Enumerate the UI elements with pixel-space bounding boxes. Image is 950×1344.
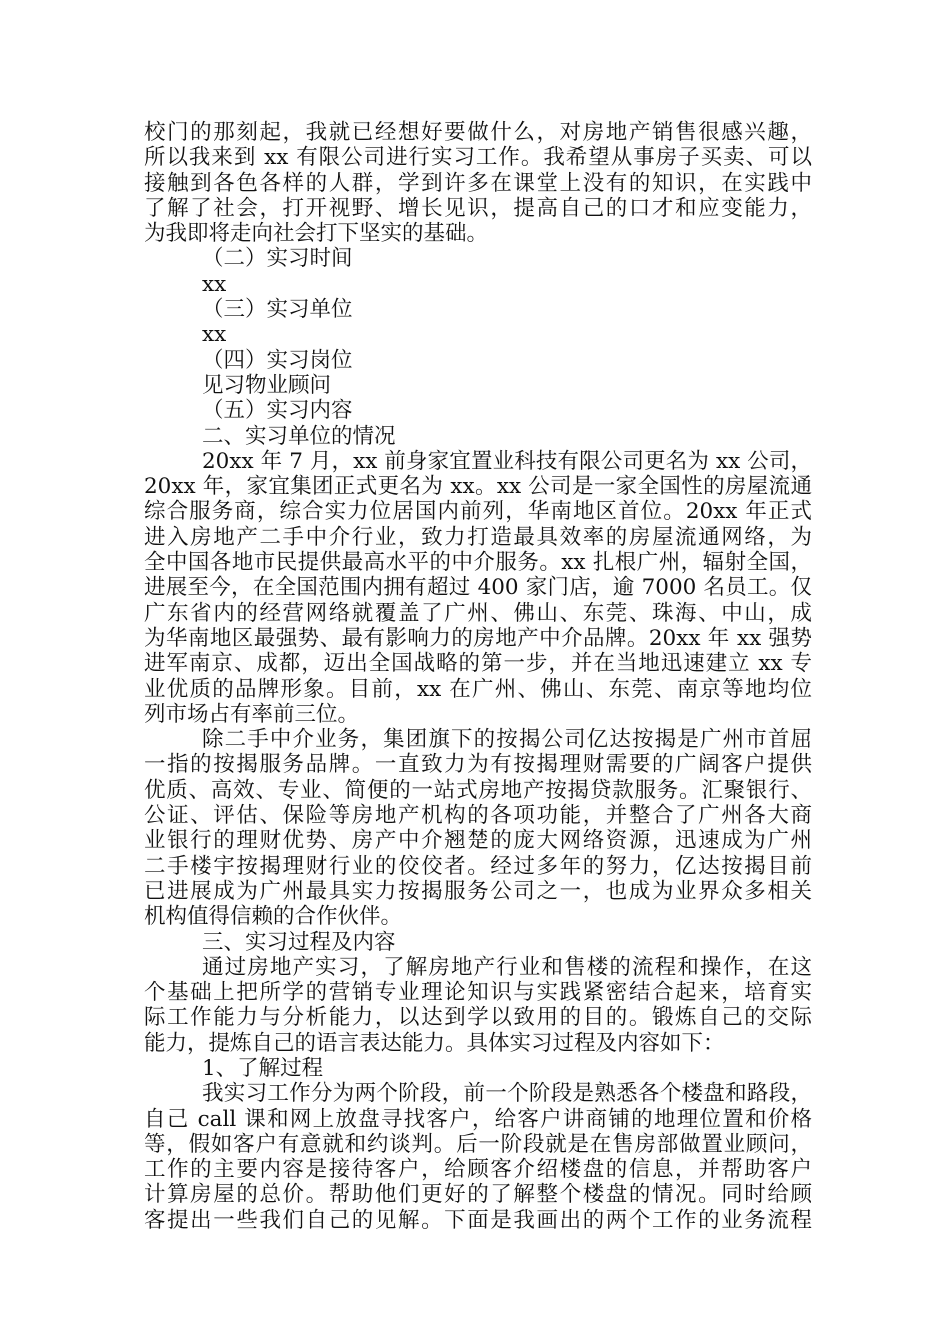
text-line: （五）实习内容 — [202, 398, 353, 424]
text-line: 列市场占有率前三位。 — [144, 701, 360, 727]
text-line: 客提出一些我们自己的见解。下面是我画出的两个工作的业务流程 — [144, 1207, 812, 1233]
text-line: 进入房地产二手中介行业，致力打造最具效率的房屋流通网络，为 — [144, 524, 812, 550]
text-line: 所以我来到 xx 有限公司进行实习工作。我希望从事房子买卖、可以 — [144, 145, 812, 171]
text-line: 一指的按揭服务品牌。一直致力为有按揭理财需要的广阔客户提供 — [144, 752, 812, 778]
document-page — [144, 120, 812, 1233]
text-line: 优质、高效、专业、简便的一站式房地产按揭贷款服务。汇聚银行、 — [144, 777, 812, 803]
text-line: 综合服务商，综合实力位居国内前列，华南地区首位。20xx 年正式 — [144, 499, 812, 525]
text-line: 机构值得信赖的合作伙伴。 — [144, 904, 403, 930]
text-line: 际工作能力与分析能力，以达到学以致用的目的。锻炼自己的交际 — [144, 1005, 812, 1031]
text-line: 能力，提炼自己的语言表达能力。具体实习过程及内容如下： — [144, 1030, 725, 1056]
text-line: 公证、评估、保险等房地产机构的各项功能，并整合了广州各大商 — [144, 803, 812, 829]
text-line: 通过房地产实习，了解房地产行业和售楼的流程和操作，在这 — [202, 954, 812, 980]
text-line: 校门的那刻起，我就已经想好要做什么，对房地产销售很感兴趣， — [144, 120, 812, 145]
text-line: xx — [202, 322, 227, 348]
text-line: 等，假如客户有意就和约谈判。后一阶段就是在售房部做置业顾问， — [144, 1131, 812, 1157]
text-line: 业银行的理财优势、房产中介翘楚的庞大网络资源，迅速成为广州 — [144, 828, 812, 854]
text-line: 接触到各色各样的人群，学到许多在课堂上没有的知识，在实践中 — [144, 170, 812, 196]
text-line: 见习物业顾问 — [202, 372, 332, 398]
text-line: 广东省内的经营网络就覆盖了广州、佛山、东莞、珠海、中山，成 — [144, 600, 812, 626]
text-line: 工作的主要内容是接待客户，给顾客介绍楼盘的信息，并帮助客户 — [144, 1157, 812, 1183]
text-line: 三、实习过程及内容 — [202, 929, 396, 955]
text-line: （四）实习岗位 — [202, 347, 353, 373]
text-line: 个基础上把所学的营销专业理论知识与实践紧密结合起来，培育实 — [144, 980, 812, 1006]
text-line: 为我即将走向社会打下坚实的基础。 — [144, 221, 489, 247]
text-line: 全中国各地市民提供最高水平的中介服务。xx 扎根广州，辐射全国， — [144, 550, 812, 576]
text-line: 二、实习单位的情况 — [202, 423, 396, 449]
text-line: 了解了社会，打开视野、增长见识，提高自己的口才和应变能力， — [144, 195, 812, 221]
text-line: 1、了解过程 — [202, 1055, 324, 1081]
text-line: （二）实习时间 — [202, 246, 353, 272]
text-line: 二手楼宇按揭理财行业的佼佼者。经过多年的努力，亿达按揭目前 — [144, 853, 812, 879]
text-line: 除二手中介业务，集团旗下的按揭公司亿达按揭是广州市首屈 — [202, 727, 812, 753]
text-line: 进展至今，在全国范围内拥有超过 400 家门店，逾 7000 名员工。仅 — [144, 575, 812, 601]
text-line: 计算房屋的总价。帮助他们更好的了解整个楼盘的情况。同时给顾 — [144, 1182, 812, 1208]
text-line: 我实习工作分为两个阶段，前一个阶段是熟悉各个楼盘和路段， — [202, 1081, 812, 1107]
text-line: 为华南地区最强势、最有影响力的房地产中介品牌。20xx 年 xx 强势 — [144, 625, 812, 651]
text-line: 业优质的品牌形象。目前，xx 在广州、佛山、东莞、南京等地均位 — [144, 676, 812, 702]
text-line: 已进展成为广州最具实力按揭服务公司之一，也成为业界众多相关 — [144, 878, 812, 904]
text-line: 20xx 年 7 月，xx 前身家宜置业科技有限公司更名为 xx 公司， — [202, 448, 812, 474]
text-line: 进军南京、成都，迈出全国战略的第一步，并在当地迅速建立 xx 专 — [144, 651, 812, 677]
text-line: 20xx 年，家宜集团正式更名为 xx。xx 公司是一家全国性的房屋流通 — [144, 474, 812, 500]
text-line: xx — [202, 271, 227, 297]
text-line: 自己 call 课和网上放盘寻找客户，给客户讲商铺的地理位置和价格 — [144, 1106, 812, 1132]
text-line: （三）实习单位 — [202, 297, 353, 323]
